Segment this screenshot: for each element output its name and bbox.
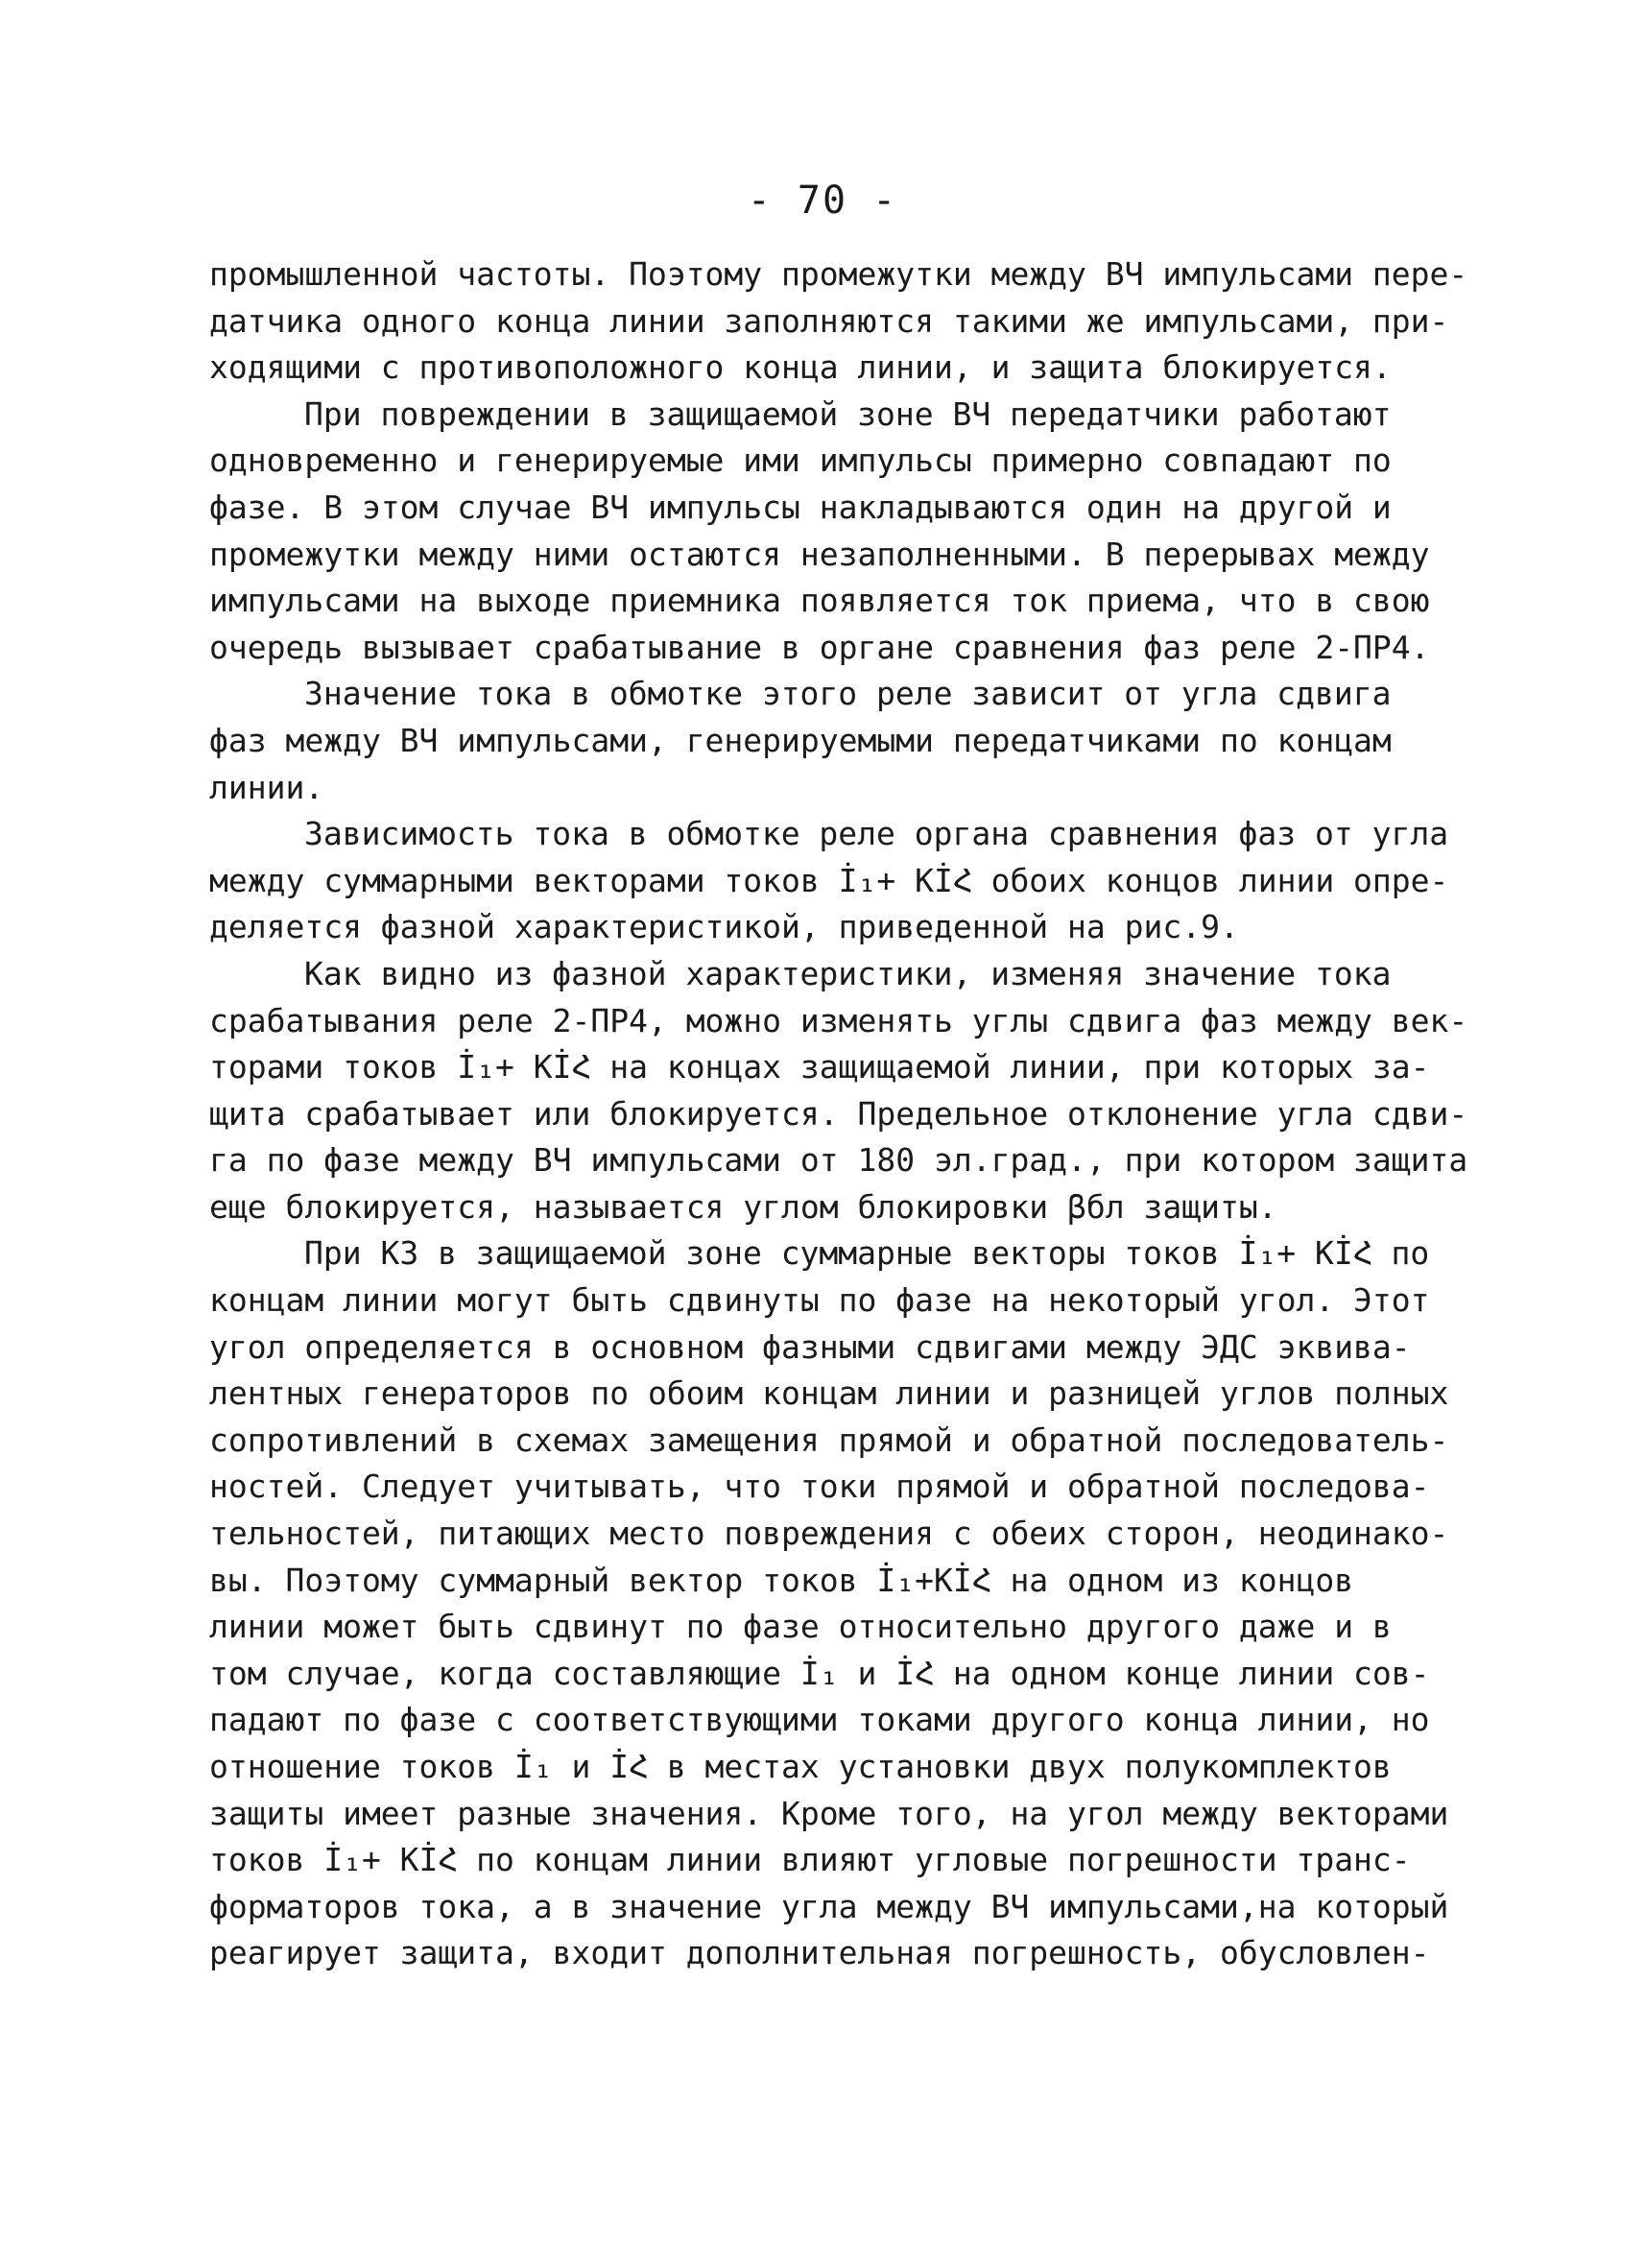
text-line: га по фазе между ВЧ импульсами от 180 эл.град., при котором защита bbox=[209, 1141, 1468, 1180]
text-line: промышленной частоты. Поэтому промежутки между ВЧ импульсами пере- bbox=[209, 255, 1468, 293]
text-line: падают по фазе с соответствующими токами другого конца линии, но bbox=[209, 1701, 1430, 1739]
text-line: торами токов İ₁+ KİՀ на концах защищаемой линии, при которых за- bbox=[209, 1048, 1430, 1086]
page-number: - 70 - bbox=[747, 179, 898, 223]
text-line: срабатывания реле 2-ПР4, можно изменять углы сдвига фаз между век- bbox=[209, 1001, 1468, 1039]
text-line: реагирует защита, входит дополнительная погрешность, обусловлен- bbox=[209, 1934, 1430, 1972]
text-line: Значение тока в обмотке этого реле зависит от угла сдвига bbox=[304, 675, 1392, 713]
text-line: ностей. Следует учитывать, что токи прямой и обратной последова- bbox=[209, 1468, 1430, 1506]
text-line: При КЗ в защищаемой зоне суммарные векторы токов İ₁+ KİՀ по bbox=[304, 1234, 1430, 1273]
text-line: угол определяется в основном фазными сдвигами между ЭДС эквива- bbox=[209, 1327, 1411, 1366]
text-line: Зависимость тока в обмотке реле органа сравнения фаз от угла bbox=[304, 815, 1449, 853]
text-line: При повреждении в защищаемой зоне ВЧ передатчики работают bbox=[304, 394, 1392, 433]
text-line: сопротивлений в схемах замещения прямой и обратной последователь- bbox=[209, 1420, 1449, 1459]
text-line: линии может быть сдвинут по фазе относительно другого даже и в bbox=[209, 1608, 1392, 1646]
body-text bbox=[209, 251, 1468, 1977]
text-line: форматоров тока, а в значение угла между ВЧ импульсами,на который bbox=[209, 1887, 1449, 1925]
text-line: датчика одного конца линии заполняются такими же импульсами, при- bbox=[209, 301, 1449, 340]
text-line: очередь вызывает срабатывание в органе сравнения фаз реле 2-ПР4. bbox=[209, 628, 1430, 666]
text-line: отношение токов İ₁ и İՀ в местах установки двух полукомплектов bbox=[209, 1748, 1392, 1785]
text-line: вы. Поэтому суммарный вектор токов İ₁+KİՀ на одном из концов bbox=[209, 1561, 1354, 1599]
text-line: промежутки между ними остаются незаполненными. В перерывах между bbox=[209, 535, 1430, 573]
text-line: импульсами на выходе приемника появляется ток приема, что в свою bbox=[209, 582, 1430, 620]
text-line: том случае, когда составляющие İ₁ и İՀ на одном конце линии сов- bbox=[209, 1654, 1430, 1692]
text-line: фазе. В этом случае ВЧ импульсы накладываются один на другой и bbox=[209, 488, 1392, 526]
text-line: деляется фазной характеристикой, приведенной на рис.9. bbox=[209, 908, 1239, 946]
text-line: линии. bbox=[209, 768, 324, 806]
text-line: ходящими с противоположного конца линии, и защита блокируется. bbox=[209, 348, 1392, 387]
text-line: лентных генераторов по обоим концам линии и разницей углов полных bbox=[209, 1374, 1449, 1413]
text-line: одновременно и генерируемые ими импульсы примерно совпадают по bbox=[209, 442, 1392, 480]
text-line: между суммарными векторами токов İ₁+ KİՀ обоих концов линии опре- bbox=[209, 861, 1449, 899]
text-line: еще блокируется, называется углом блокировки βбл защиты. bbox=[209, 1187, 1277, 1226]
text-line: концам линии могут быть сдвинуты по фазе на некоторый угол. Этот bbox=[209, 1281, 1430, 1320]
text-line: Как видно из фазной характеристики, изменяя значение тока bbox=[304, 954, 1392, 992]
text-line: щита срабатывает или блокируется. Предельное отклонение угла сдви- bbox=[209, 1094, 1468, 1133]
text-line: фаз между ВЧ импульсами, генерируемыми передатчиками по концам bbox=[209, 721, 1392, 759]
text-line: тельностей, питающих место повреждения с обеих сторон, неодинако- bbox=[209, 1515, 1449, 1553]
text-line: токов İ₁+ KİՀ по концам линии влияют угловые погрешности транс- bbox=[209, 1841, 1411, 1879]
text-line: защиты имеет разные значения. Кроме того, на угол между векторами bbox=[209, 1794, 1449, 1832]
